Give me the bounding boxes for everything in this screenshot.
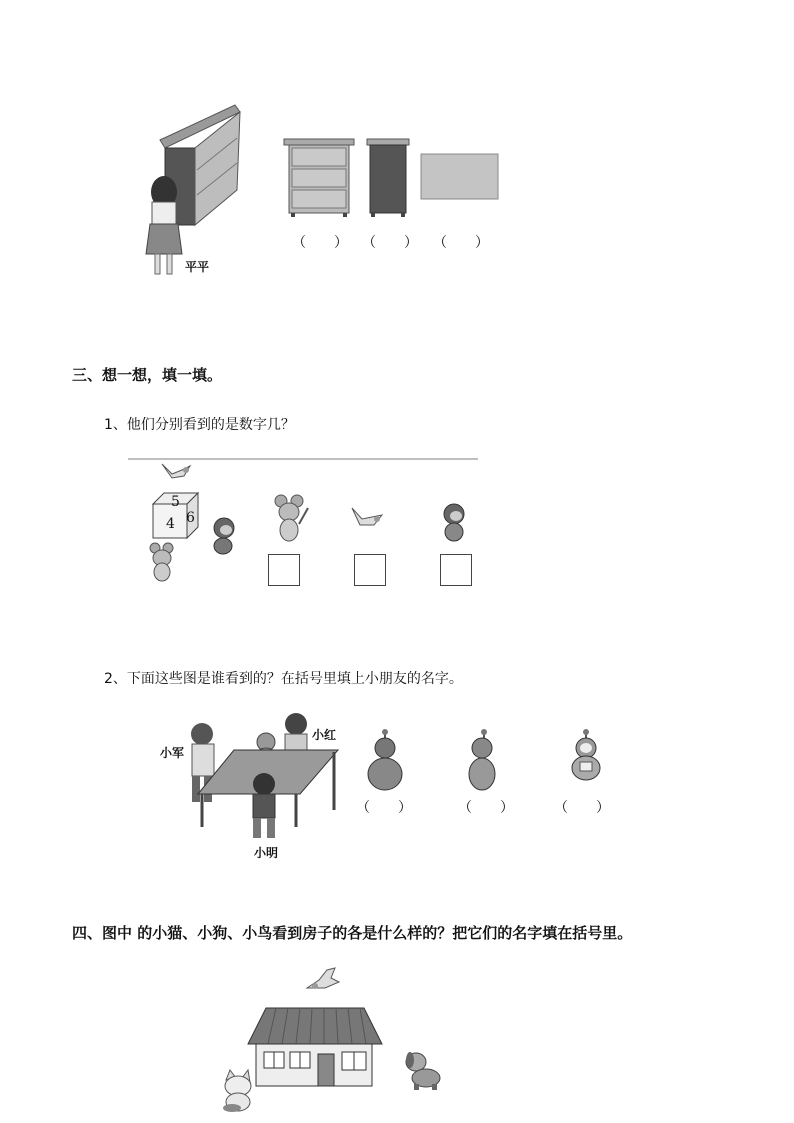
answer-box-3[interactable]: [440, 554, 472, 586]
cabinet-side-view: [366, 138, 410, 218]
monkey-icon: [436, 502, 474, 544]
girl-name-label: 平平: [185, 260, 210, 274]
bird-icon: [350, 505, 384, 531]
answer-blank-3[interactable]: （ ）: [433, 235, 489, 251]
answer-blank-q2-2[interactable]: （ ）: [458, 800, 514, 816]
monkey-icon: [206, 516, 242, 556]
answer-box-2[interactable]: [354, 554, 386, 586]
bird-icon: [160, 460, 192, 484]
cabinet-front-view: [283, 138, 355, 218]
question-2-text: 2、下面这些图是谁看到的？在括号里填上小朋友的名字。: [104, 671, 463, 687]
answer-blank-q2-3[interactable]: （ ）: [554, 800, 610, 816]
dog-icon: [402, 1050, 444, 1092]
cat-icon: [220, 1070, 260, 1114]
child-name-xiaohong: 小红: [312, 728, 337, 742]
answer-blank-q2-1[interactable]: （ ）: [356, 800, 412, 816]
cabinet-top-view: [420, 153, 500, 201]
house-illustration: [246, 1006, 384, 1088]
doll-front-view: [566, 730, 606, 782]
mouse-icon: [273, 494, 311, 544]
cube-front-number: 4: [166, 516, 175, 532]
mouse-icon: [148, 542, 180, 582]
answer-blank-2[interactable]: （ ）: [362, 235, 418, 251]
answer-blank-1[interactable]: （ ）: [292, 235, 348, 251]
bird-icon: [305, 966, 341, 994]
cube-top-number: 5: [171, 494, 180, 510]
child-name-xiaoming: 小明: [254, 846, 279, 860]
question-1-text: 1、他们分别看到的是数字几？: [104, 417, 295, 433]
section-4-heading: 四、图中 的小猫、小狗、小鸟看到房子的各是什么样的？把它们的名字填在括号里。: [72, 924, 633, 942]
child-name-xiaojun: 小军: [160, 746, 185, 760]
doll-side-view: [464, 730, 500, 796]
section-3-heading: 三、想一想，填一填。: [72, 366, 223, 384]
doll-back-view: [364, 730, 406, 792]
answer-box-1[interactable]: [268, 554, 300, 586]
girl-pingping-illustration: [142, 172, 187, 280]
cube-side-number: 6: [186, 510, 195, 526]
